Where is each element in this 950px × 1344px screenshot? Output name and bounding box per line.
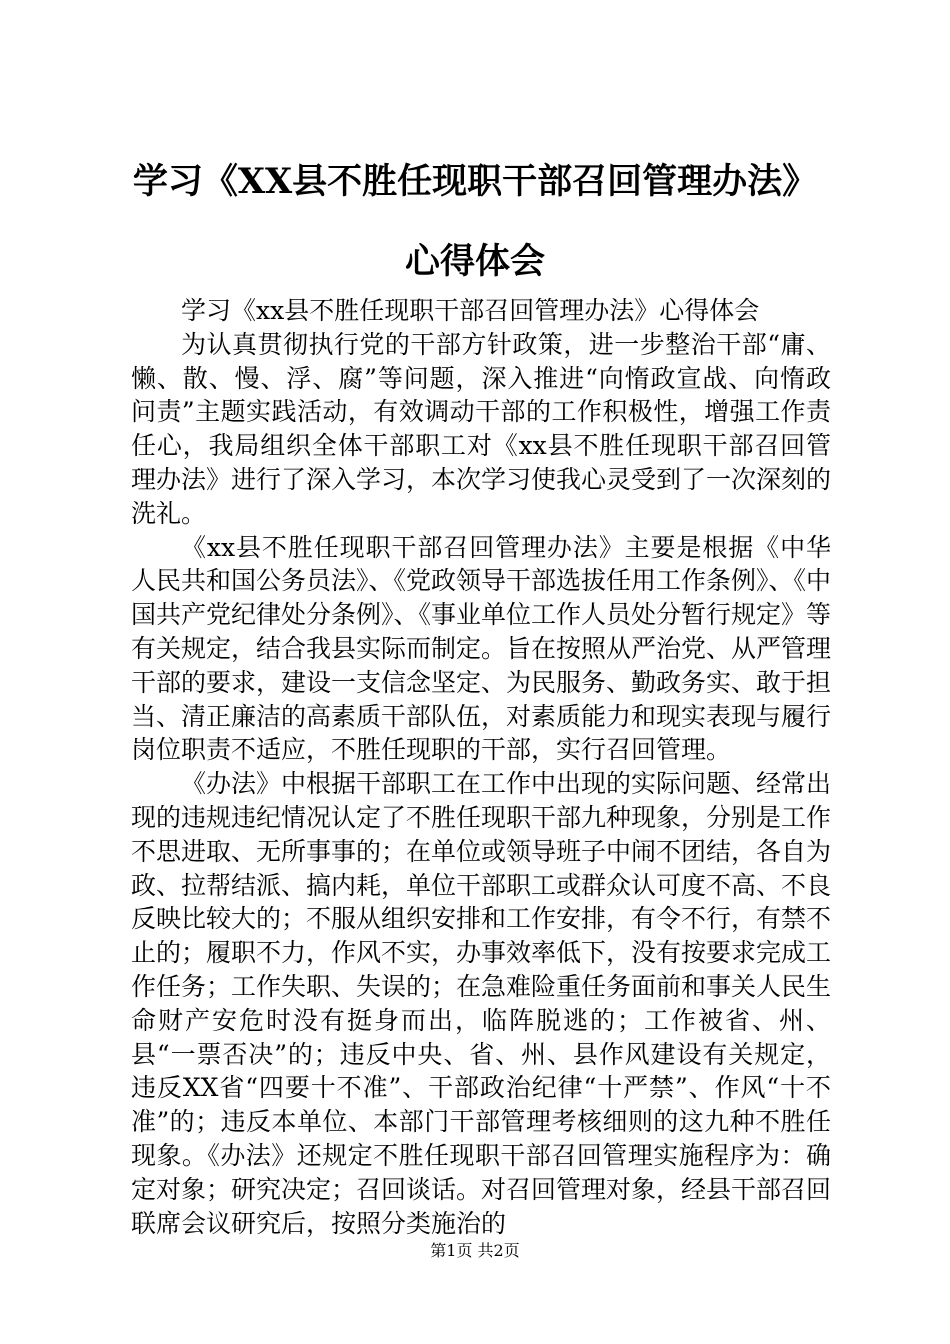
body-paragraph: 为认真贯彻执行党的干部方针政策，进一步整治干部“庸、懒、散、慢、浮、腐”等问题，深入推进“向惰政宣战、向惰政问责”主题实践活动，有效调动干部的工作积极性，增强工作责任心，我局组织全体干部职工对《xx县不胜任现职干部召回管理办法》进行了深入学习，本次学习使我心灵受到了一次深刻的洗礼。 bbox=[131, 329, 832, 528]
body-paragraph: 《办法》中根据干部职工在工作中出现的实际问题、经常出现的违规违纪情况认定了不胜任现职干部九种现象，分别是工作不思进取、无所事事的；在单位或领导班子中闹不团结，各自为政、拉帮结派、搞内耗，单位干部职工或群众认可度不高、不良反映比较大的；不服从组织安排和工作安排，有令不行，有禁不止的；履职不力，作风不实，办事效率低下，没有按要求完成工作任务；工作失职、失误的；在急难险重任务面前和事关人民生命财产安危时没有挺身而出，临阵脱逃的；工作被省、州、县“一票否决”的；违反中央、省、州、县作风建设有关规定，违反XX省“四要十不准”、干部政治纪律“十严禁”、作风“十不准”的；违反本单位、本部门干部管理考核细则的这九种不胜任现象。《办法》还规定不胜任现职干部召回管理实施程序为：确定对象；研究决定；召回谈话。对召回管理对象，经县干部召回联席会议研究后，按照分类施治的 bbox=[131, 769, 832, 1238]
body-paragraph-subtitle: 学习《xx县不胜任现职干部召回管理办法》心得体会 bbox=[181, 296, 760, 325]
document-body bbox=[131, 294, 831, 1240]
document-title-line-1: 学习《XX县不胜任现职干部召回管理办法》 bbox=[132, 161, 818, 202]
body-paragraph: 《xx县不胜任现职干部召回管理办法》主要是根据《中华人民共和国公务员法》、《党政领导干部选拔任用工作条例》、《中国共产党纪律处分条例》、《事业单位工作人员处分暂行规定》等有关规定，结合我县实际而制定。旨在按照从严治党、从严管理干部的要求，建设一支信念坚定、为民服务、勤政务实、敢于担当、清正廉洁的高素质干部队伍，对素质能力和现实表现与履行岗位职责不适应，不胜任现职的干部，实行召回管理。 bbox=[131, 532, 832, 765]
document-title-line-2: 心得体会 bbox=[404, 241, 545, 282]
page-number-footer: 第1页 共2页 bbox=[430, 1241, 520, 1260]
